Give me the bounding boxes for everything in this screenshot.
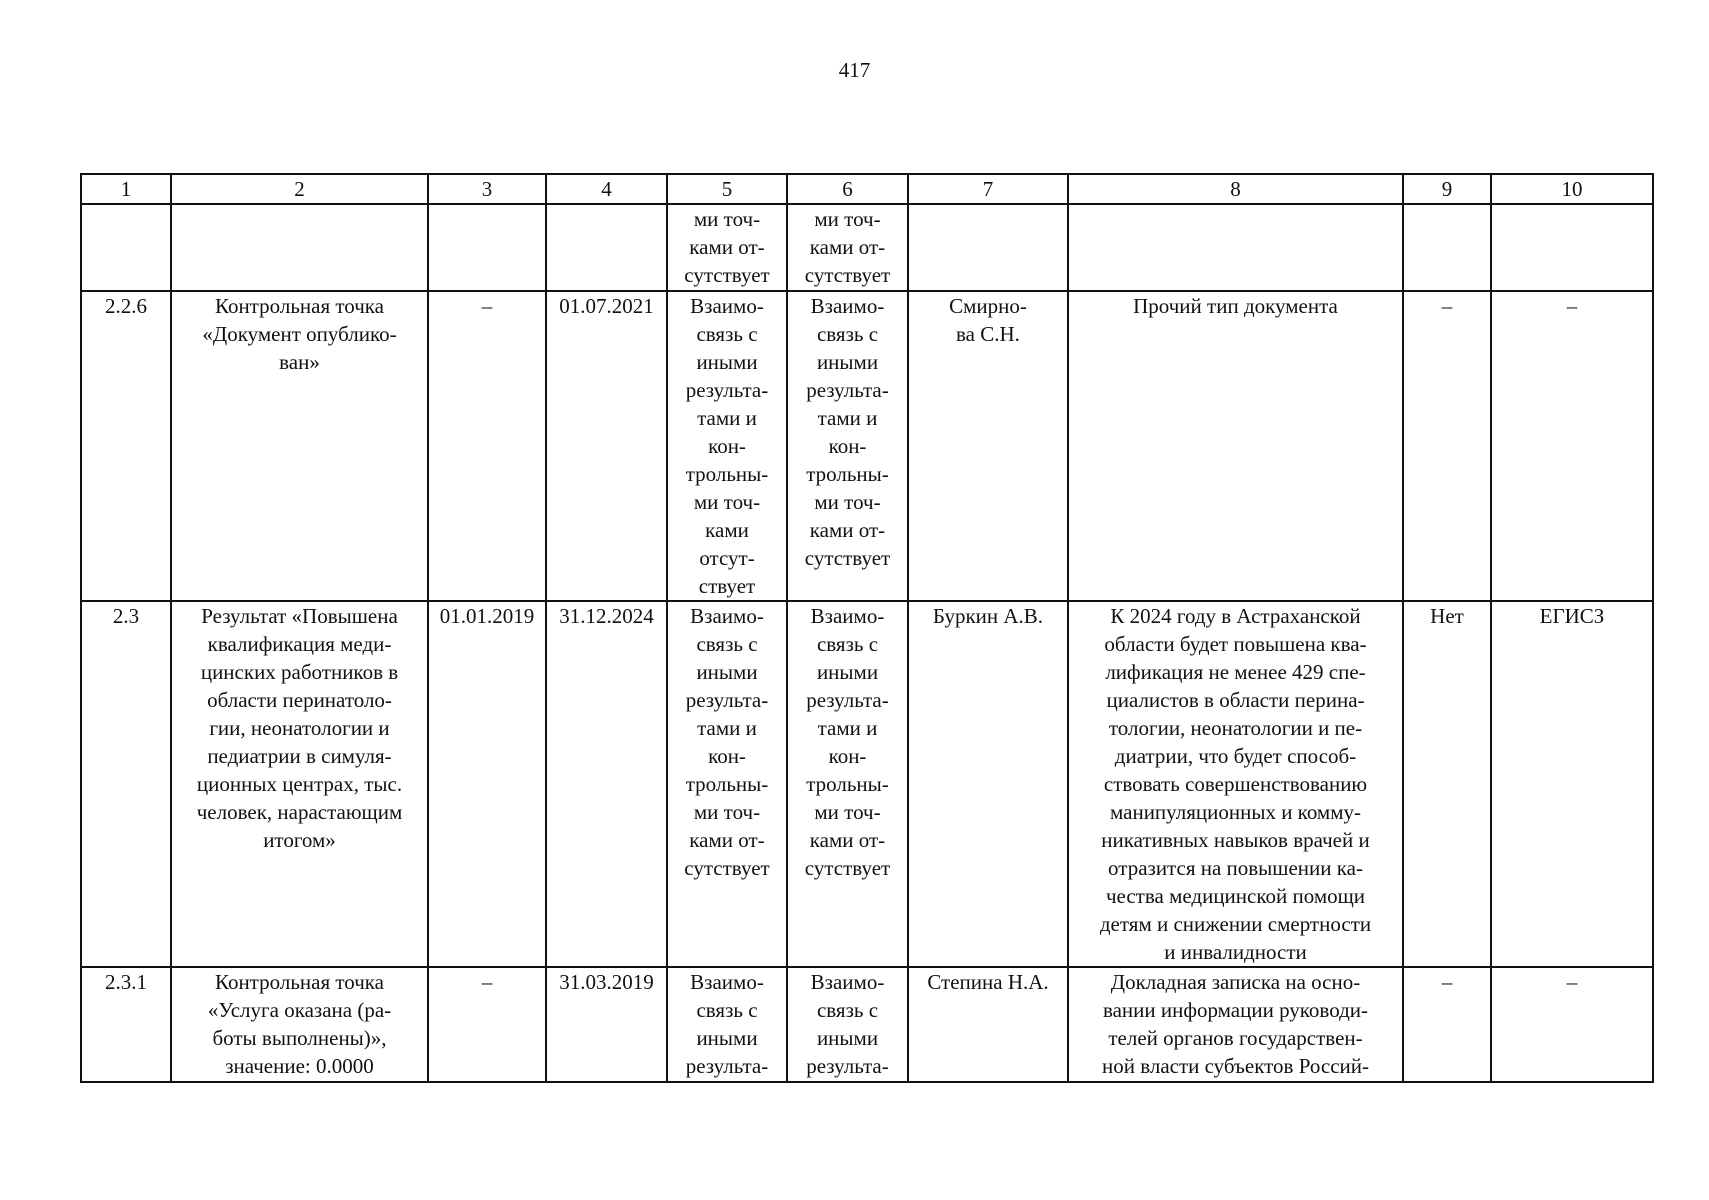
level-cell: Нет xyxy=(1403,601,1491,967)
table-row xyxy=(81,291,1653,601)
table-row xyxy=(81,967,1653,1082)
table-header-row xyxy=(81,174,1653,204)
column-header-2: 2 xyxy=(171,174,428,204)
table-row xyxy=(81,204,1653,291)
start-date-cell: – xyxy=(428,291,546,601)
row-number-cell xyxy=(81,204,171,291)
column-header-1: 1 xyxy=(81,174,171,204)
level-cell xyxy=(1403,204,1491,291)
predecessor-cell: ми точ- ками от- сутствует xyxy=(667,204,787,291)
column-header-9: 9 xyxy=(1403,174,1491,204)
successor-cell: Взаимо- связь с иными результа- тами и кон- трольны- ми точ- ками от- сутствует xyxy=(787,601,908,967)
successor-cell: Взаимо- связь с иными результа- xyxy=(787,967,908,1082)
end-date-cell: 31.03.2019 xyxy=(546,967,667,1082)
row-number-cell: 2.2.6 xyxy=(81,291,171,601)
end-date-cell xyxy=(546,204,667,291)
responsible-cell xyxy=(908,204,1068,291)
name-cell: Контрольная точка «Документ опублико- ван» xyxy=(171,291,428,601)
system-cell: ЕГИСЗ xyxy=(1491,601,1653,967)
responsible-cell: Степина Н.А. xyxy=(908,967,1068,1082)
column-header-10: 10 xyxy=(1491,174,1653,204)
document-type-cell: К 2024 году в Астраханской области будет повышена ква- лификация не менее 429 спе- циалистов в области перина- тологии, неонатологии и пе- диатрии, что будет способ- ствовать совершенствованию манипуляционных и комму- никативных навыков врачей и отразится на повышении ка- чества медицинской помощи детям и снижении смертности и инвалидности xyxy=(1068,601,1403,967)
document-type-cell xyxy=(1068,204,1403,291)
predecessor-cell: Взаимо- связь с иными результа- тами и кон- трольны- ми точ- ками отсут- ствует xyxy=(667,291,787,601)
successor-cell: Взаимо- связь с иными результа- тами и кон- трольны- ми точ- ками от- сутствует xyxy=(787,291,908,601)
level-cell: – xyxy=(1403,291,1491,601)
column-header-5: 5 xyxy=(667,174,787,204)
row-number-cell: 2.3 xyxy=(81,601,171,967)
predecessor-cell: Взаимо- связь с иными результа- xyxy=(667,967,787,1082)
system-cell: – xyxy=(1491,967,1653,1082)
start-date-cell: 01.01.2019 xyxy=(428,601,546,967)
name-cell: Контрольная точка «Услуга оказана (ра- боты выполнены)», значение: 0.0000 xyxy=(171,967,428,1082)
column-header-7: 7 xyxy=(908,174,1068,204)
end-date-cell: 01.07.2021 xyxy=(546,291,667,601)
level-cell: – xyxy=(1403,967,1491,1082)
document-table xyxy=(80,173,1654,1083)
end-date-cell: 31.12.2024 xyxy=(546,601,667,967)
document-type-cell: Докладная записка на осно- вании информации руководи- телей органов государствен- ной власти субъектов Россий- xyxy=(1068,967,1403,1082)
page-number: 417 xyxy=(838,58,871,82)
name-cell: Результат «Повышена квалификация меди- цинских работников в области перинатоло- гии, неонатологии и педиатрии в симуля- ционных центрах, тыс. человек, нарастающим итогом» xyxy=(171,601,428,967)
successor-cell: ми точ- ками от- сутствует xyxy=(787,204,908,291)
column-header-6: 6 xyxy=(787,174,908,204)
responsible-cell: Смирно- ва С.Н. xyxy=(908,291,1068,601)
responsible-cell: Буркин А.В. xyxy=(908,601,1068,967)
start-date-cell xyxy=(428,204,546,291)
table-row xyxy=(81,601,1653,967)
document-type-cell: Прочий тип документа xyxy=(1068,291,1403,601)
start-date-cell: – xyxy=(428,967,546,1082)
name-cell xyxy=(171,204,428,291)
column-header-4: 4 xyxy=(546,174,667,204)
system-cell: – xyxy=(1491,291,1653,601)
column-header-8: 8 xyxy=(1068,174,1403,204)
row-number-cell: 2.3.1 xyxy=(81,967,171,1082)
system-cell xyxy=(1491,204,1653,291)
column-header-3: 3 xyxy=(428,174,546,204)
predecessor-cell: Взаимо- связь с иными результа- тами и кон- трольны- ми точ- ками от- сутствует xyxy=(667,601,787,967)
